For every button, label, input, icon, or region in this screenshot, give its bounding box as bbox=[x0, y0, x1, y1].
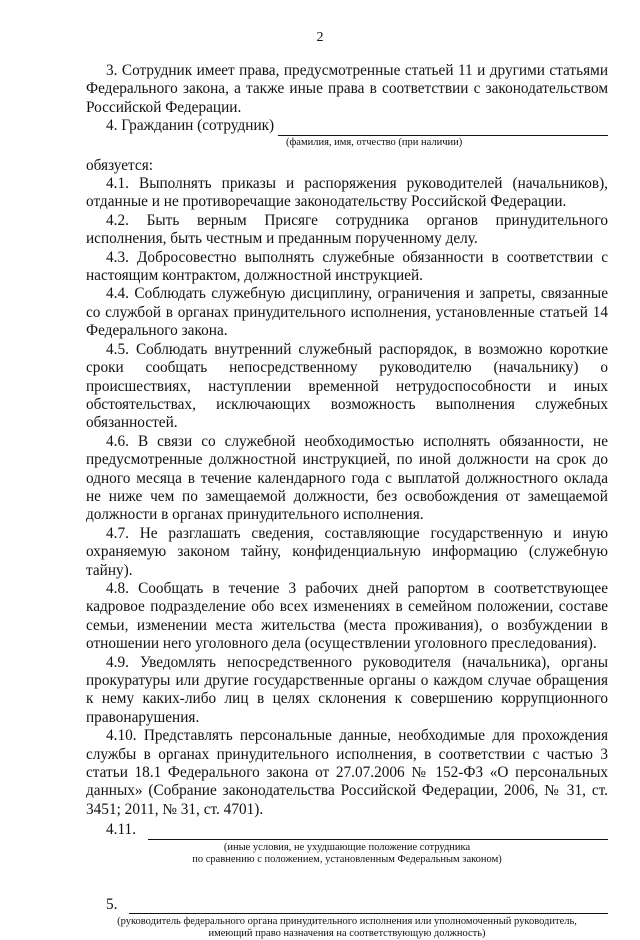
item-4-6: 4.6. В связи со служебной необходимостью исполнять обязанности, не предусмотренные должностной инструкцией, по иной должности на срок до одного месяца в течение календарного года с выплатой должностного оклада не ниже чем по замещаемой должности, без освобождения от замещаемой должности в органах принудительного исполнения. bbox=[86, 432, 608, 524]
item-4-row bbox=[86, 117, 608, 135]
head-fill-line bbox=[129, 901, 608, 914]
conditions-caption-line1: (иные условия, не ухудшающие положение сотрудника bbox=[223, 841, 471, 853]
conditions-fill-line bbox=[148, 826, 608, 840]
item-4-8: 4.8. Сообщать в течение 3 рабочих дней рапортом в соответствующее кадровое подразделение обо всех изменениях в семейном положении, составе семьи, изменении места жительства (места проживания), о возбуждении в отношении него уголовного дела (осуществлении уголовного преследования). bbox=[86, 579, 608, 653]
name-caption: (фамилия, имя, отчество (при наличии) bbox=[286, 136, 463, 148]
item-4-7: 4.7. Не разглашать сведения, составляющие государственную и иную охраняемую законом тайну, конфиденциальную информацию (служебную тайну). bbox=[86, 524, 608, 579]
obligates-label: обязуется: bbox=[86, 156, 153, 174]
item-4-label: 4. Гражданин (сотрудник) bbox=[106, 117, 275, 135]
conditions-caption-line2: по сравнению с положением, установленным Федеральным законом) bbox=[192, 853, 502, 865]
item-4-11-row bbox=[86, 821, 608, 839]
head-caption-line2: имеющий право назначения на соответствующую должность) bbox=[208, 928, 486, 940]
head-caption-line1: (руководитель федерального органа принудительного исполнения или уполномоченный руководитель, bbox=[117, 916, 577, 928]
item-5-label: 5. bbox=[106, 895, 118, 913]
item-4-3: 4.3. Добросовестно выполнять служебные обязанности в соответствии с настоящим контрактом, должностной инструкцией. bbox=[86, 248, 608, 285]
page-number: 2 bbox=[316, 30, 324, 45]
contract-text bbox=[86, 62, 608, 940]
item-3: 3. Сотрудник имеет права, предусмотренные статьей 11 и другими статьями Федерального закона, а также иные права в соответствии с законодательством Российской Федерации. bbox=[86, 62, 608, 116]
item-4-9: 4.9. Уведомлять непосредственного руководителя (начальника), органы прокуратуры или другие государственные органы о каждом случае обращения к нему каких-либо лиц в целях склонения к совершению коррупционного правонарушения. bbox=[86, 653, 608, 726]
item-4-10: 4.10. Представлять персональные данные, необходимые для прохождения службы в органах принудительного исполнения, в соответствии с частью 3 статьи 18.1 Федерального закона от 27.07.2006 № 152-ФЗ «О персональных данных» (Собрание законодательства Российской Федерации, 2006, № 31, ст. 3451; 2011, № 31, ст. 4701). bbox=[86, 727, 608, 818]
item-4-5: 4.5. Соблюдать внутренний служебный распорядок, в возможно короткие сроки сообщать непосредственному руководителю (начальнику) о происшествиях, наступлении временной нетрудоспособности и иных обстоятельствах, исключающих возможность выполнения служебных обязанностей. bbox=[86, 340, 608, 432]
item-4-1: 4.1. Выполнять приказы и распоряжения руководителей (начальников), отданные и не противоречащие законодательству Российской Федерации. bbox=[86, 175, 608, 211]
item-4-2: 4.2. Быть верным Присяге сотрудника органов принудительного исполнения, быть честным и преданным порученному делу. bbox=[86, 211, 608, 248]
item-4-4: 4.4. Соблюдать служебную дисциплину, ограничения и запреты, связанные со службой в органах принудительного исполнения, установленные статьей 14 Федерального закона. bbox=[86, 285, 608, 340]
item-4-11-label: 4.11. bbox=[106, 821, 137, 839]
name-fill-line bbox=[278, 122, 608, 136]
